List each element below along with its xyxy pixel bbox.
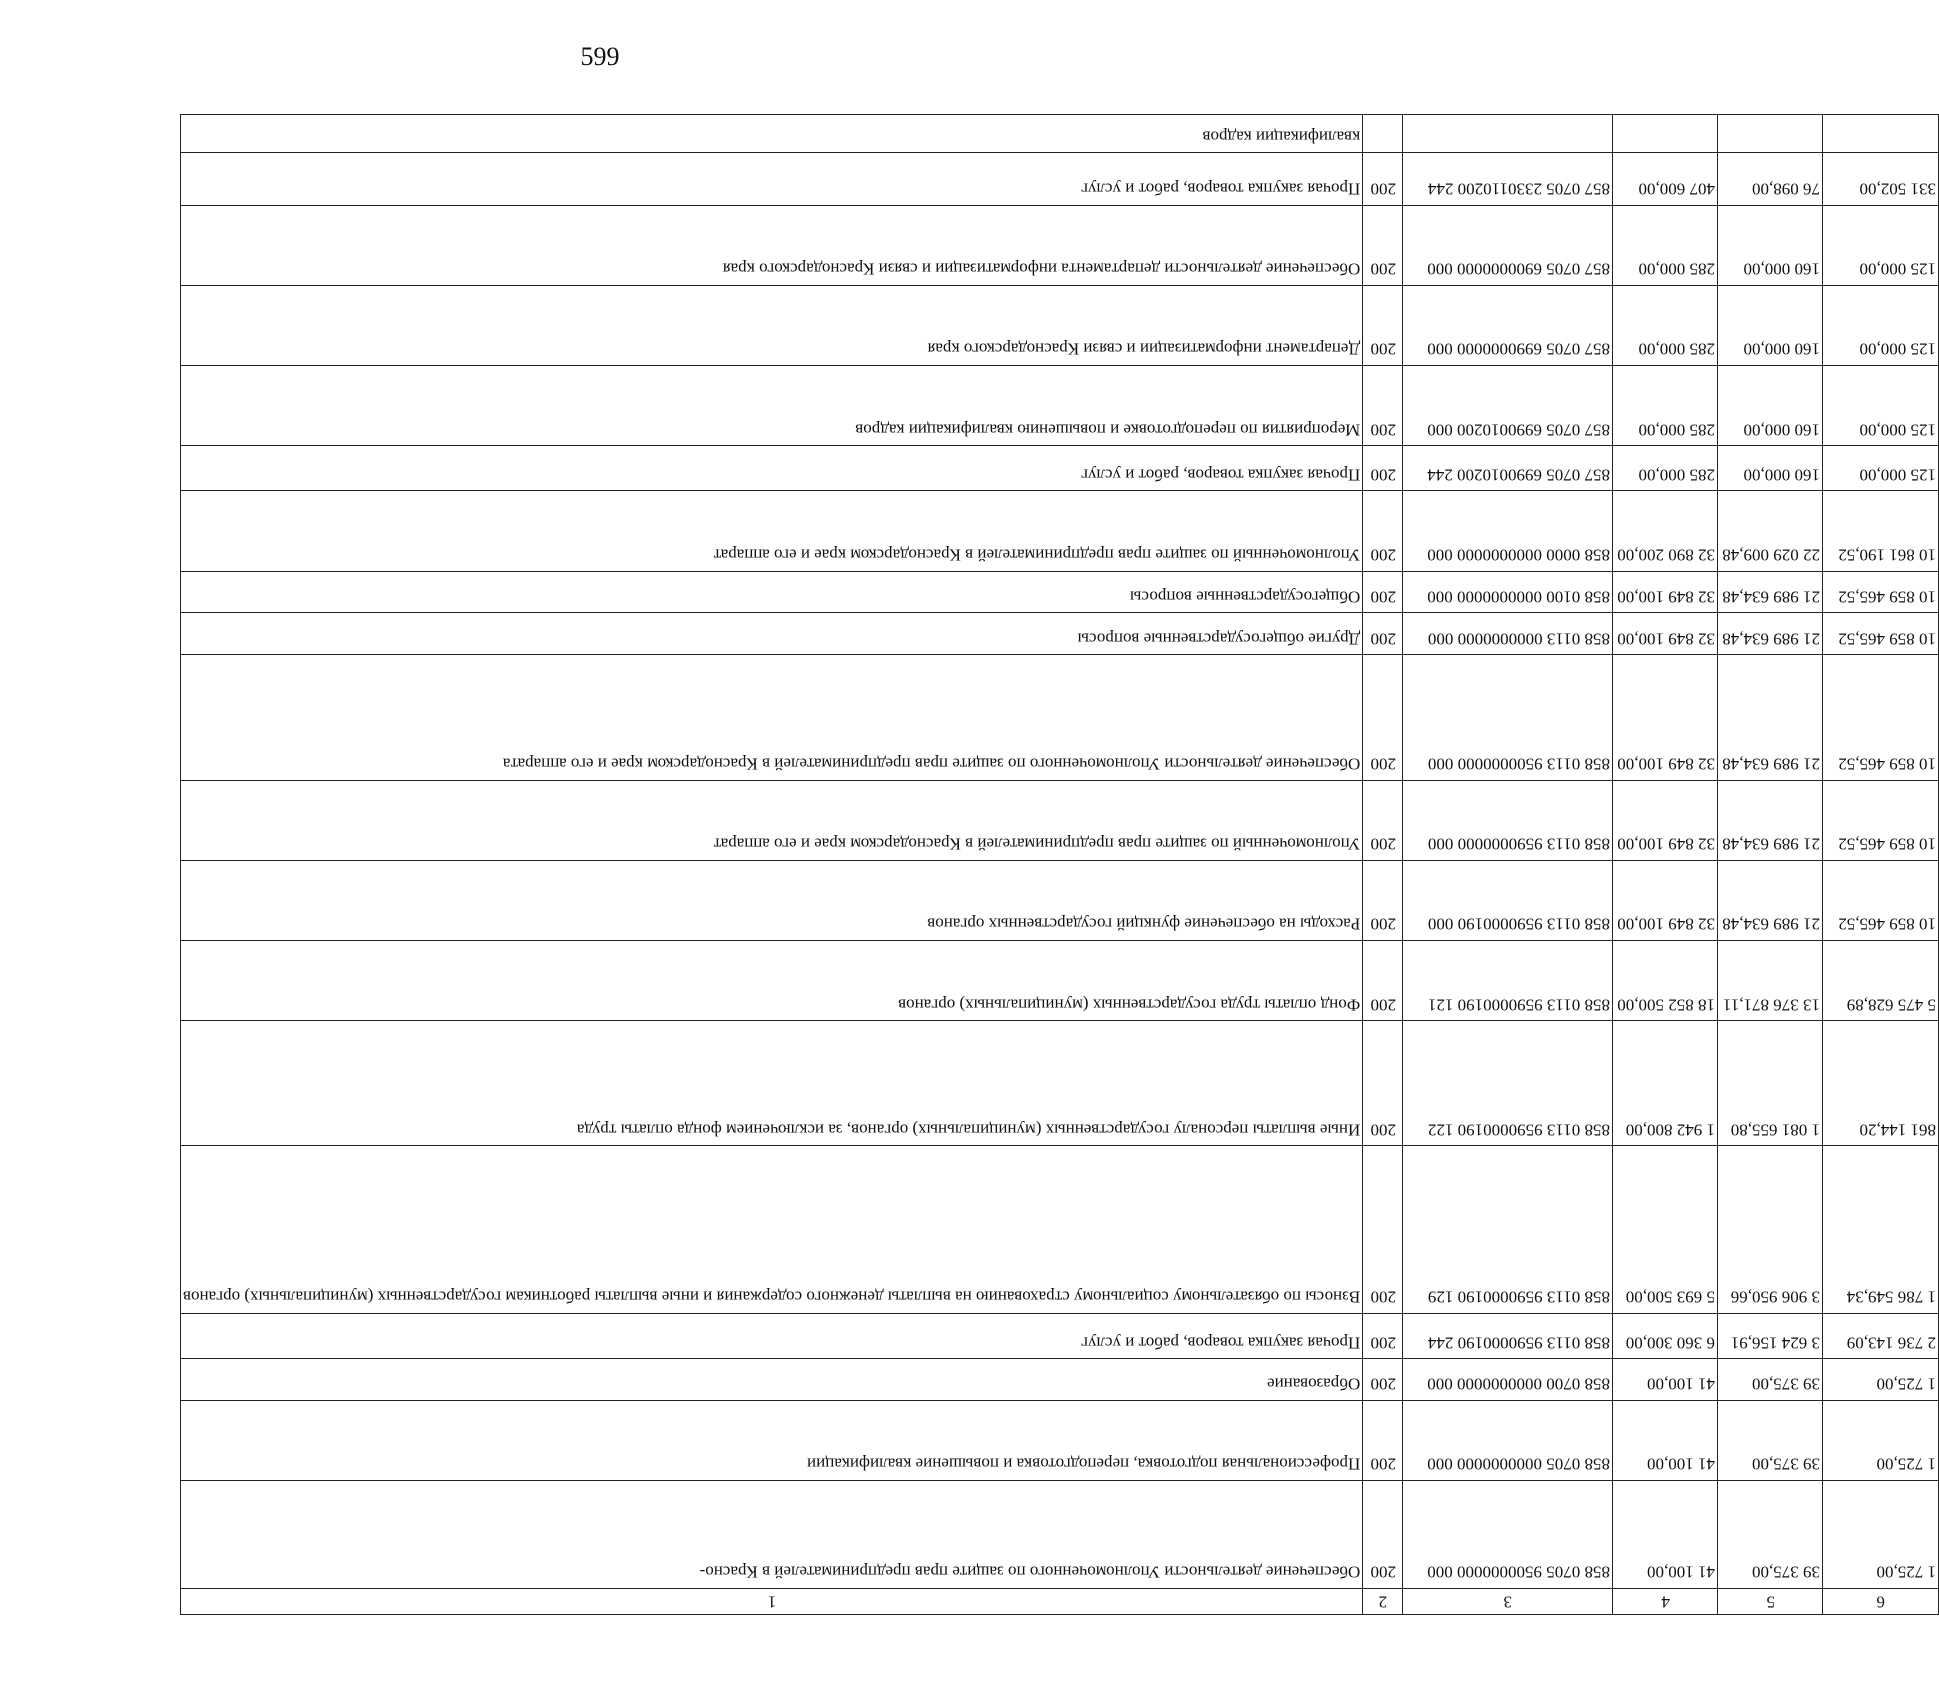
table-cell: 200: [1363, 153, 1403, 205]
table-cell: 39 375,00: [1718, 1400, 1823, 1480]
table-cell: Образование: [181, 1359, 1363, 1401]
table-cell: 3 624 156,91: [1718, 1313, 1823, 1358]
column-header: 5: [1718, 1589, 1823, 1615]
table-cell: 857 0705 6990010200 244: [1403, 446, 1613, 491]
table-cell: Прочая закупка товаров, работ и услуг: [181, 153, 1363, 205]
table-cell: Общегосударственные вопросы: [181, 571, 1363, 613]
table-cell: 160 000,00: [1718, 446, 1823, 491]
table-cell: Обеспечение деятельности Уполномоченного по защите прав предпринимателей в Краснодарском крае и его аппарата: [181, 655, 1363, 780]
table-cell: 32 890 200,00: [1613, 491, 1718, 571]
table-cell: 285 000,00: [1613, 446, 1718, 491]
rotated-table: [180, 115, 1937, 1615]
table-cell: 200: [1363, 1359, 1403, 1401]
table-cell: 22 029 009,48: [1718, 491, 1823, 571]
table-cell: 2 736 143,09: [1823, 1313, 1939, 1358]
table-cell: 200: [1363, 613, 1403, 655]
table-cell: 858 0100 0000000000 000: [1403, 571, 1613, 613]
table-cell: 858 0113 9500000000 000: [1403, 655, 1613, 780]
table-cell: 858 0113 9590000190 000: [1403, 860, 1613, 940]
table-cell: 32 849 100,00: [1613, 655, 1718, 780]
table-cell: 857 0705 6990010200 000: [1403, 365, 1613, 445]
table-band-col5: [1718, 115, 1823, 1615]
table-cell: 200: [1363, 205, 1403, 285]
table-band-col1: [181, 115, 1363, 1615]
table-cell: 10 859 465,52: [1823, 613, 1939, 655]
table-cell: 1 081 655,80: [1718, 1021, 1823, 1146]
column-header: 6: [1823, 1589, 1939, 1615]
table-cell: 32 849 100,00: [1613, 613, 1718, 655]
table-cell: 200: [1363, 655, 1403, 780]
table-cell: Иные выплаты персоналу государственных (муниципальных) органов, за исключением фонда оплаты труда: [181, 1021, 1363, 1146]
table-cell: 858 0700 0000000000 000: [1403, 1359, 1613, 1401]
table-cell: 41 100,00: [1613, 1400, 1718, 1480]
table-cell: 160 000,00: [1718, 285, 1823, 365]
table-cell: 858 0000 0000000000 000: [1403, 491, 1613, 571]
table-cell: 857 0705 2330110200 244: [1403, 153, 1613, 205]
table-cell: 21 989 634,48: [1718, 860, 1823, 940]
column-header: 3: [1403, 1589, 1613, 1615]
table-cell: 857 0705 6990000000 000: [1403, 285, 1613, 365]
table-cell: 21 989 634,48: [1718, 780, 1823, 860]
table-cell: 10 859 465,52: [1823, 571, 1939, 613]
table-cell: Другие общегосударственные вопросы: [181, 613, 1363, 655]
table-cell: 5 693 500,00: [1613, 1146, 1718, 1313]
table-cell: Обеспечение деятельности Уполномоченного по защите прав предпринимателей в Красно-: [181, 1480, 1363, 1588]
table-cell: Фонд оплаты труда государственных (муниципальных) органов: [181, 940, 1363, 1020]
table-cell: 160 000,00: [1718, 365, 1823, 445]
table-band-col4: [1613, 115, 1718, 1615]
table-cell: Мероприятия по переподготовке и повышению квалификации кадров: [181, 365, 1363, 445]
table-cell: 21 989 634,48: [1718, 571, 1823, 613]
table-cell: 200: [1363, 1146, 1403, 1313]
table-cell: Уполномоченный по защите прав предпринимателей в Краснодарском крае и его аппарат: [181, 491, 1363, 571]
table-cell: 76 098,00: [1718, 153, 1823, 205]
table-cell: 200: [1363, 365, 1403, 445]
table-band-col3: [1403, 115, 1613, 1615]
table-cell: 858 0113 9590000190 244: [1403, 1313, 1613, 1358]
table-cell: 200: [1363, 1400, 1403, 1480]
table-cell: 32 849 100,00: [1613, 571, 1718, 613]
table-cell: 10 859 465,52: [1823, 780, 1939, 860]
table-cell: Уполномоченный по защите прав предпринимателей в Краснодарском крае и его аппарат: [181, 780, 1363, 860]
table-cell: 331 502,00: [1823, 153, 1939, 205]
column-header: 1: [181, 1589, 1363, 1615]
table-cell: 858 0113 9590000000 000: [1403, 780, 1613, 860]
table-cell: 858 0113 9590000190 129: [1403, 1146, 1613, 1313]
table-cell: 41 100,00: [1613, 1359, 1718, 1401]
table-cell: 10 861 190,52: [1823, 491, 1939, 571]
table-cell: 1 942 800,00: [1613, 1021, 1718, 1146]
table-cell: [1403, 115, 1613, 153]
table-cell: 125 000,00: [1823, 365, 1939, 445]
table-cell: 200: [1363, 491, 1403, 571]
table-cell: Департамент информатизации и связи Краснодарского края: [181, 285, 1363, 365]
table-cell: 125 000,00: [1823, 446, 1939, 491]
table-cell: 858 0113 9590000190 121: [1403, 940, 1613, 1020]
table-cell: 200: [1363, 1021, 1403, 1146]
table-cell: 18 852 500,00: [1613, 940, 1718, 1020]
table-cell: 21 989 634,48: [1718, 655, 1823, 780]
table-cell: 1 725,00: [1823, 1359, 1939, 1401]
rotated-table-container: [180, 115, 1937, 1615]
table-cell: Прочая закупка товаров, работ и услуг: [181, 1313, 1363, 1358]
table-cell: 857 0705 6900000000 000: [1403, 205, 1613, 285]
table-cell: 3 906 950,66: [1718, 1146, 1823, 1313]
page-number: 599: [580, 42, 620, 71]
table-cell: 200: [1363, 1313, 1403, 1358]
table-cell: 285 000,00: [1613, 365, 1718, 445]
table-cell: 5 475 628,89: [1823, 940, 1939, 1020]
table-cell: 1 725,00: [1823, 1400, 1939, 1480]
table-cell: 41 100,00: [1613, 1480, 1718, 1588]
table-cell: [1823, 115, 1939, 153]
table-cell: Обеспечение деятельности департамента информатизации и связи Краснодарского края: [181, 205, 1363, 285]
table-cell: [1613, 115, 1718, 153]
table-cell: 858 0705 0000000000 000: [1403, 1400, 1613, 1480]
table-band-col2: [1363, 115, 1403, 1615]
table-cell: 858 0705 9500000000 000: [1403, 1480, 1613, 1588]
table-cell: 10 859 465,52: [1823, 655, 1939, 780]
table-cell: 200: [1363, 780, 1403, 860]
column-header: 4: [1613, 1589, 1718, 1615]
table-cell: 13 376 871,11: [1718, 940, 1823, 1020]
table-cell: 1 786 549,34: [1823, 1146, 1939, 1313]
table-cell: 285 000,00: [1613, 285, 1718, 365]
column-header: 2: [1363, 1589, 1403, 1615]
table-cell: 200: [1363, 446, 1403, 491]
table-cell: 32 849 100,00: [1613, 860, 1718, 940]
table-cell: 160 000,00: [1718, 205, 1823, 285]
table-cell: 125 000,00: [1823, 205, 1939, 285]
table-cell: [1363, 115, 1403, 153]
table-cell: 1 725,00: [1823, 1480, 1939, 1588]
table-cell: 6 360 300,00: [1613, 1313, 1718, 1358]
table-cell: Взносы по обязательному социальному страхованию на выплаты денежного содержания и иные выплаты работникам государственных (муниципальных) органов: [181, 1146, 1363, 1313]
table-cell: 21 989 634,48: [1718, 613, 1823, 655]
table-cell: 285 000,00: [1613, 205, 1718, 285]
table-cell: 200: [1363, 571, 1403, 613]
table-cell: 39 375,00: [1718, 1359, 1823, 1401]
table-band-col6: [1823, 115, 1939, 1615]
table-cell: 200: [1363, 940, 1403, 1020]
budget-table: [180, 114, 1939, 1615]
table-cell: 200: [1363, 1480, 1403, 1588]
table-cell: 858 0113 9590000190 122: [1403, 1021, 1613, 1146]
table-cell: 32 849 100,00: [1613, 780, 1718, 860]
table-cell: квалификации кадров: [181, 115, 1363, 153]
table-cell: Расходы на обеспечение функций государственных органов: [181, 860, 1363, 940]
table-cell: [1718, 115, 1823, 153]
table-cell: 407 600,00: [1613, 153, 1718, 205]
table-cell: 200: [1363, 285, 1403, 365]
table-cell: Профессиональная подготовка, переподготовка и повышение квалификации: [181, 1400, 1363, 1480]
table-cell: Прочая закупка товаров, работ и услуг: [181, 446, 1363, 491]
table-cell: 10 859 465,52: [1823, 860, 1939, 940]
table-cell: 39 375,00: [1718, 1480, 1823, 1588]
table-cell: 125 000,00: [1823, 285, 1939, 365]
table-cell: 861 144,20: [1823, 1021, 1939, 1146]
table-cell: 858 0113 0000000000 000: [1403, 613, 1613, 655]
table-cell: 200: [1363, 860, 1403, 940]
